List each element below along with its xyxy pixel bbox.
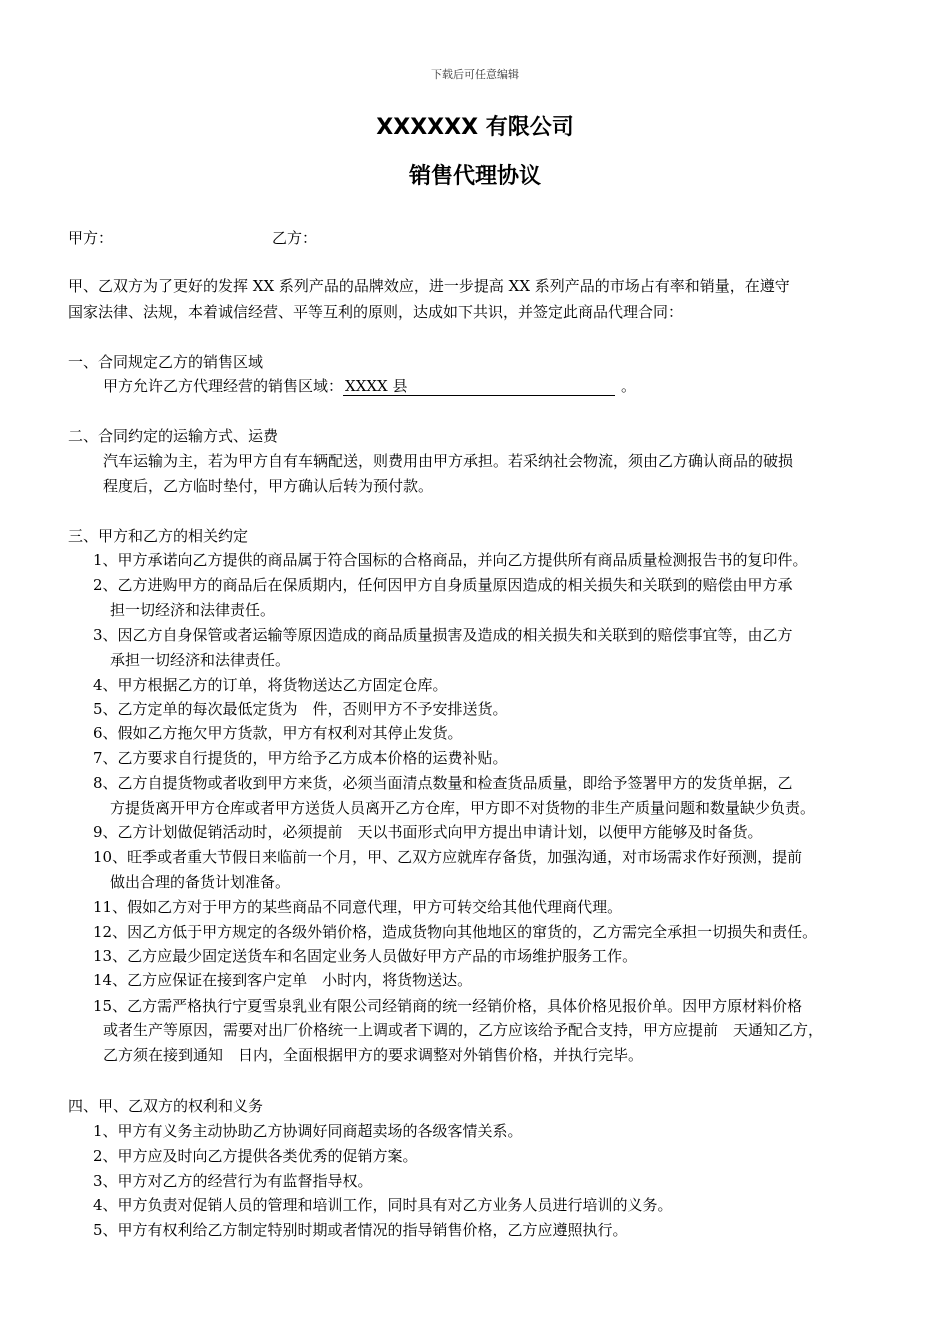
party-b-label: 乙方： [272, 229, 318, 247]
company-title: XXXXXX 有限公司 [376, 115, 574, 140]
section3-line: 6、假如乙方拖欠甲方货款，甲方有权利对其停止发货。 [93, 724, 463, 742]
section3-line: 14、乙方应保证在接到客户定单 小时内，将货物送达。 [93, 971, 473, 989]
section3-line: 4、甲方根据乙方的订单，将货物送达乙方固定仓库。 [93, 676, 448, 694]
section3-line: 15、乙方需严格执行宁夏雪泉乳业有限公司经销商的统一经销价格，具体价格见报价单。因甲方原材料价格 [93, 997, 803, 1015]
section3-line: 或者生产等原因，需要对出厂价格统一上调或者下调的，乙方应该给予配合支持，甲方应提前 天通知乙方， [103, 1021, 824, 1039]
section3-line: 8、乙方自提货物或者收到甲方来货，必须当面清点数量和检查货品质量，即给予签署甲方的发货单据，乙 [93, 774, 793, 792]
section3-line: 2、乙方进购甲方的商品后在保质期内，任何因甲方自身质量原因造成的相关损失和关联到的赔偿由甲方承 [93, 576, 793, 594]
section3-line: 5、乙方定单的每次最低定货为 件，否则甲方不予安排送货。 [93, 700, 508, 718]
region-field: XXXX 县 [343, 377, 615, 396]
section2-line: 汽车运输为主，若为甲方自有车辆配送，则费用由甲方承担。若采纳社会物流，须由乙方确认商品的破损 [103, 452, 794, 470]
section3-heading: 三、甲方和乙方的相关约定 [68, 527, 249, 545]
section2-heading: 二、合同约定的运输方式、运费 [68, 427, 279, 445]
section4-line: 2、甲方应及时向乙方提供各类优秀的促销方案。 [93, 1147, 418, 1165]
section4-heading: 四、甲、乙双方的权利和义务 [68, 1097, 264, 1115]
section3-line: 承担一切经济和法律责任。 [110, 651, 291, 669]
section3-line: 方提货离开甲方仓库或者甲方送货人员离开乙方仓库，甲方即不对货物的非生产质量问题和数量缺少负责。 [110, 799, 816, 817]
section2-line: 程度后，乙方临时垫付，甲方确认后转为预付款。 [103, 477, 434, 495]
section4-line: 4、甲方负责对促销人员的管理和培训工作，同时具有对乙方业务人员进行培训的义务。 [93, 1196, 673, 1214]
intro-line-1: 甲、乙双方为了更好的发挥 XX 系列产品的品牌效应，进一步提高 XX 系列产品的市场占有率和销量，在遵守 [68, 277, 790, 295]
section3-line: 11、假如乙方对于甲方的某些商品不同意代理，甲方可转交给其他代理商代理。 [93, 898, 623, 916]
document-title: 销售代理协议 [408, 164, 541, 189]
section3-line: 3、因乙方自身保管或者运输等原因造成的商品质量损害及造成的相关损失和关联到的赔偿事宜等，由乙方 [93, 626, 793, 644]
section4-line: 5、甲方有权利给乙方制定特别时期或者情况的指导销售价格，乙方应遵照执行。 [93, 1221, 628, 1239]
section3-line: 担一切经济和法律责任。 [110, 601, 276, 619]
header-note: 下载后可任意编辑 [431, 68, 519, 81]
section4-line: 3、甲方对乙方的经营行为有监督指导权。 [93, 1172, 373, 1190]
section1-region-line [103, 376, 636, 396]
section3-line: 9、乙方计划做促销活动时，必须提前 天以书面形式向甲方提出申请计划，以便甲方能够及时备货。 [93, 823, 763, 841]
section1-heading: 一、合同规定乙方的销售区域 [68, 353, 264, 371]
section1-region-suffix: 。 [621, 377, 637, 395]
intro-line-2: 国家法律、法规，本着诚信经营、平等互利的原则，达成如下共识，并签定此商品代理合同： [68, 303, 684, 321]
section3-line: 1、甲方承诺向乙方提供的商品属于符合国标的合格商品，并向乙方提供所有商品质量检测报告书的复印件。 [93, 551, 808, 569]
section4-line: 1、甲方有义务主动协助乙方协调好同商超卖场的各级客情关系。 [93, 1122, 523, 1140]
section3-line: 13、乙方应最少固定送货车和名固定业务人员做好甲方产品的市场维护服务工作。 [93, 947, 638, 965]
section3-line: 做出合理的备货计划准备。 [110, 873, 291, 891]
section1-region-prefix: 甲方允许乙方代理经营的销售区域： [103, 377, 344, 395]
party-a-label: 甲方： [68, 229, 114, 247]
section3-line: 12、因乙方低于甲方规定的各级外销价格，造成货物向其他地区的窜货的，乙方需完全承担一切损失和责任。 [93, 923, 818, 941]
section3-line: 乙方须在接到通知 日内，全面根据甲方的要求调整对外销售价格，并执行完毕。 [103, 1046, 644, 1064]
section3-line: 7、乙方要求自行提货的，甲方给予乙方成本价格的运费补贴。 [93, 749, 508, 767]
section3-line: 10、旺季或者重大节假日来临前一个月，甲、乙双方应就库存备货，加强沟通，对市场需求作好预测，提前 [93, 848, 803, 866]
